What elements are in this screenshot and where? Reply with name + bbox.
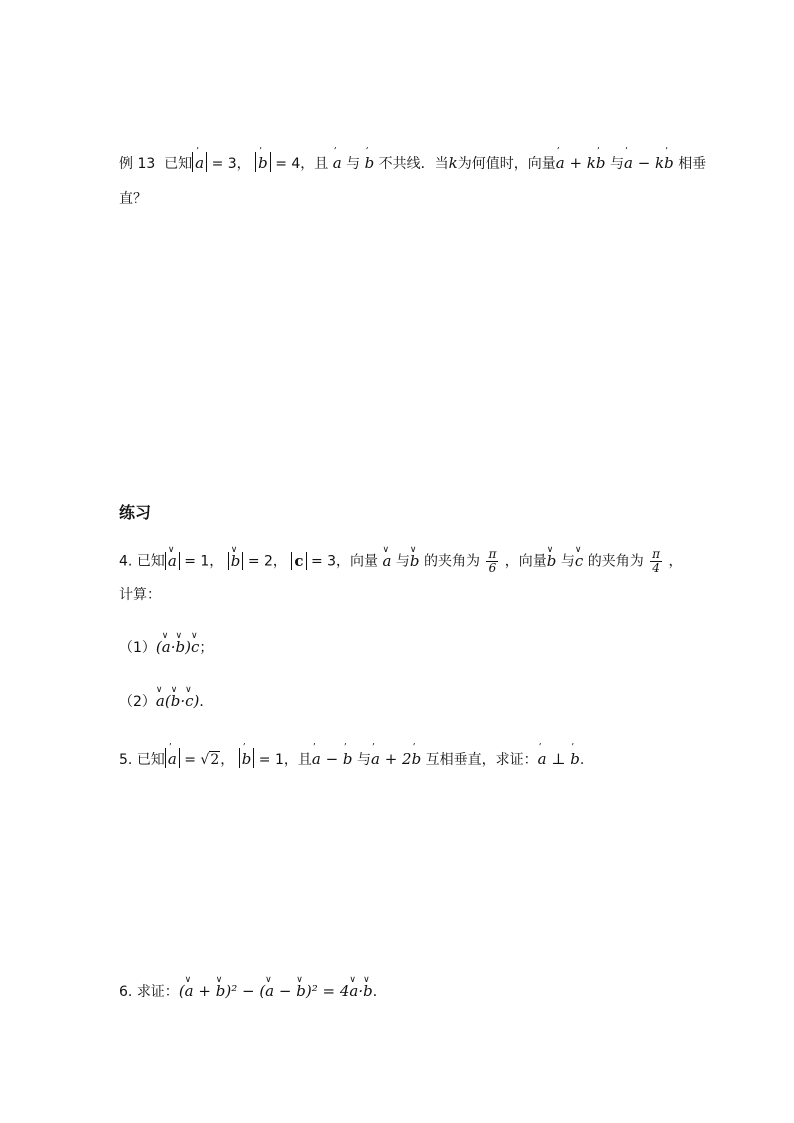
question-4-line-2: 计算： <box>119 587 161 603</box>
example-13-line-2: 直？ <box>119 191 147 207</box>
question-4-line-1: 4. 已知∨ a = 1， ∨ b = 2， c = 3，向量 ∨ a 与∨ b 的夹角为 $\frac{\pi}{6}$ ，向量∨ b 与∨ c 的夹角为 $\frac{\pi}{4}$ ， <box>119 548 683 575</box>
question-4-part-1: （1）(∨ a·∨ b)∨ c； <box>119 636 213 659</box>
question-5-line: 5. 已知’ a = √2， ’ b = 1，且’ a − ’ b 与’ a + 2’ b 互相垂直，求证：’ a ⊥ ’ b. <box>119 746 584 771</box>
question-4-part-2: （2）∨ a(∨ b·∨ c)． <box>119 690 213 713</box>
practice-heading: 练习 <box>119 503 152 522</box>
example-label: 例 13 <box>119 156 156 172</box>
example-13-line-1: 例 13 已知’ a = 3， ’ b = 4，且 ’ a 与 ’ b 不共线．当k为何值时，向量’ a + k’ b 与’ a − k’ b 相垂 <box>119 150 706 175</box>
fraction-pi-6: $\frac{\pi}{6}$ <box>488 547 497 575</box>
fraction-pi-4: $\frac{\pi}{4}$ <box>652 547 661 575</box>
question-6-line: 6. 求证：(∨ a + ∨ b)² − (∨ a − ∨ b)² = 4∨ a·∨ b． <box>119 980 387 1003</box>
